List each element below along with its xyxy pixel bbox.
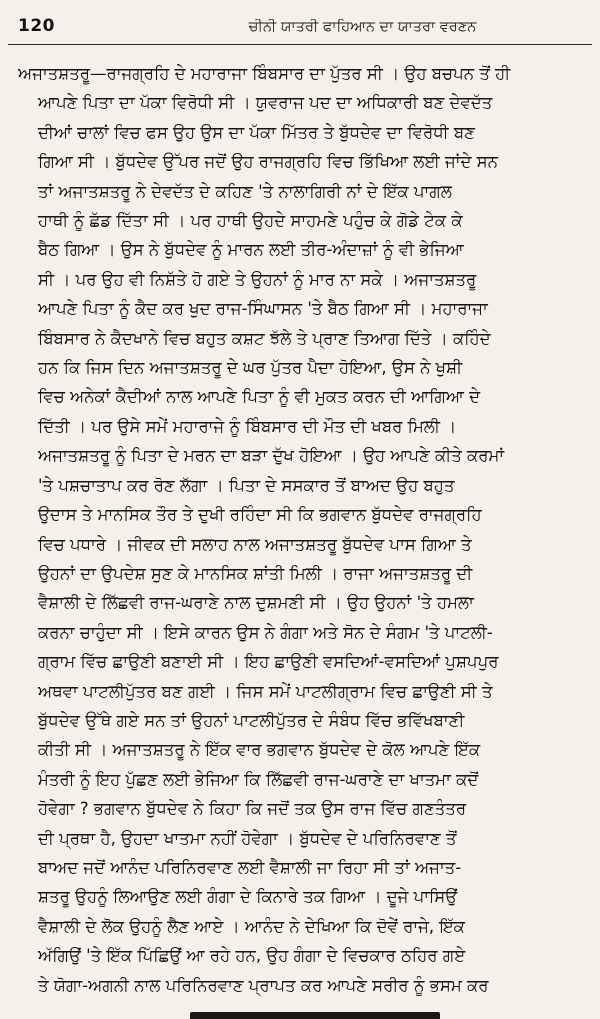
text-line: ਉਹਨਾਂ ਦਾ ਉਪਦੇਸ਼ ਸੁਣ ਕੇ ਮਾਨਸਿਕ ਸ਼ਾਂਤੀ ਮਿਲੀ । ਰਾਜਾ ਅਜਾਤਸ਼ਤਰੂ ਦੀ [38,563,473,583]
text-line: 'ਤੇ ਪਸ਼ਚਾਤਾਪ ਕਰ ਰੋਣ ਲੱਗਾ । ਪਿਤਾ ਦੇ ਸਸਕਾਰ ਤੋਂ ਬਾਅਦ ਉਹ ਬਹੁਤ [38,475,455,495]
text-line: ਸੀ । ਪਰ ਉਹ ਵੀ ਨਿਸ਼ੱਤੇ ਹੋ ਗਏ ਤੇ ਉਹਨਾਂ ਨੂੰ ਮਾਰ ਨਾ ਸਕੇ । ਅਜਾਤਸ਼ਤਰੂ [38,269,477,289]
text-line: ਕਰਨਾ ਚਾਹੁੰਦਾ ਸੀ । ਇਸੇ ਕਾਰਨ ਉਸ ਨੇ ਗੰਗਾ ਅਤੇ ਸੋਨ ਦੇ ਸੰਗਮ 'ਤੇ ਪਾਟਲੀ- [38,622,493,642]
text-line: ਹੋਵੇਗਾ ? ਭਗਵਾਨ ਬੁੱਧਦੇਵ ਨੇ ਕਿਹਾ ਕਿ ਜਦੋਂ ਤਕ ਉਸ ਰਾਜ ਵਿੱਚ ਗਣਤੰਤਰ [38,799,467,819]
text-line: ਬਿੰਬਸਾਰ ਨੇ ਕੈਦਖਾਨੇ ਵਿਚ ਬਹੁਤ ਕਸ਼ਟ ਝੱਲੇ ਤੇ ਪ੍ਰਾਣ ਤਿਆਗ ਦਿੱਤੇ । ਕਹਿੰਦੇ [38,328,491,348]
text-line: ਆਪਣੇ ਪਿਤਾ ਦਾ ਪੱਕਾ ਵਿਰੋਧੀ ਸੀ । ਯੁਵਰਾਜ ਪਦ ਦਾ ਅਧਿਕਾਰੀ ਬਣ ਦੇਵਦੱਤ [38,93,493,113]
text-line: ਹਨ ਕਿ ਜਿਸ ਦਿਨ ਅਜਾਤਸ਼ਤਰੂ ਦੇ ਘਰ ਪੁੱਤਰ ਪੈਦਾ ਹੋਇਆ, ਉਸ ਨੇ ਖੁਸ਼ੀ [38,358,463,378]
text-line: ਦੀ ਪ੍ਰਥਾ ਹੈ, ਉਹਦਾ ਖਾਤਮਾ ਨਹੀਂ ਹੋਵੇਗਾ । ਬੁੱਧਦੇਵ ਦੇ ਪਰਿਨਿਰਵਾਣ ਤੋਂ [38,828,457,848]
text-line: ਗ੍ਰਾਮ ਵਿੱਚ ਛਾਉਣੀ ਬਣਾਈ ਸੀ । ਇਹ ਛਾਉਣੀ ਵਸਦਿਆਂ-ਵਸਦਿਆਂ ਪੁਸ਼ਪਪੁਰ [38,652,499,672]
page-header [0,0,600,40]
text-line: ਉਦਾਸ ਤੇ ਮਾਨਸਿਕ ਤੌਰ ਤੇ ਦੁਖੀ ਰਹਿੰਦਾ ਸੀ ਕਿ ਭਗਵਾਨ ਬੁੱਧਦੇਵ ਰਾਜਗ੍ਰਹਿ [38,505,482,525]
text-line: ਹਾਥੀ ਨੂੰ ਛੱਡ ਦਿੱਤਾ ਸੀ । ਪਰ ਹਾਥੀ ਉਹਦੇ ਸਾਹਮਣੇ ਪਹੁੰਚ ਕੇ ਗੋਡੇ ਟੇਕ ਕੇ [38,211,463,231]
text-line: ਮੰਤਰੀ ਨੂੰ ਇਹ ਪੁੱਛਣ ਲਈ ਭੇਜਿਆ ਕਿ ਲਿੱਛਵੀ ਰਾਜ-ਘਰਾਣੇ ਦਾ ਖਾਤਮਾ ਕਦੋਂ [38,769,479,789]
text-line: ਦਿੱਤੀ । ਪਰ ਉਸੇ ਸਮੇਂ ਮਹਾਰਾਜੇ ਨੂੰ ਬਿੰਬਸਾਰ ਦੀ ਮੌਤ ਦੀ ਖਬਰ ਮਿਲੀ । [38,416,457,436]
text-line: ਤੇ ਯੋਗਾ-ਅਗਨੀ ਨਾਲ ਪਰਿਨਿਰਵਾਣ ਪ੍ਰਾਪਤ ਕਰ ਆਪਣੇ ਸਰੀਰ ਨੂੰ ਭਸਮ ਕਰ [38,975,489,995]
text-line: ਗਿਆ ਸੀ । ਬੁੱਧਦੇਵ ਉੱਪਰ ਜਦੋਂ ਉਹ ਰਾਜਗ੍ਰਹਿ ਵਿਚ ਭਿੱਖਿਆ ਲਈ ਜਾਂਦੇ ਸਨ [38,152,498,172]
text-line: ਦੀਆਂ ਚਾਲਾਂ ਵਿਚ ਫਸ ਉਹ ਉਸ ਦਾ ਪੱਕਾ ਮਿੱਤਰ ਤੇ ਬੁੱਧਦੇਵ ਦਾ ਵਿਰੋਧੀ ਬਣ [38,122,475,142]
text-line: ਤਾਂ ਅਜਾਤਸ਼ਤਰੂ ਨੇ ਦੇਵਦੱਤ ਦੇ ਕਹਿਣ 'ਤੇ ਨਾਲਾਗਿਰੀ ਨਾਂ ਦੇ ਇੱਕ ਪਾਗਲ [38,181,452,201]
text-line: ਅਥਵਾ ਪਾਟਲੀਪੁੱਤਰ ਬਣ ਗਈ । ਜਿਸ ਸਮੇਂ ਪਾਟਲੀਗ੍ਰਾਮ ਵਿਚ ਛਾਉਣੀ ਸੀ ਤੇ [38,681,493,701]
text-line: ਅਜਾਤਸ਼ਤਰੂ ਨੂੰ ਪਿਤਾ ਦੇ ਮਰਨ ਦਾ ਬੜਾ ਦੁੱਖ ਹੋਇਆ । ਉਹ ਆਪਣੇ ਕੀਤੇ ਕਰਮਾਂ [38,446,505,466]
text-line: ਅਜਾਤਸ਼ਤਰੂ—ਰਾਜਗ੍ਰਹਿ ਦੇ ਮਹਾਰਾਜਾ ਬਿੰਬਸਾਰ ਦਾ ਪੁੱਤਰ ਸੀ । ਉਹ ਬਚਪਨ ਤੋਂ ਹੀ [18,64,511,83]
text-line: ਵੈਸ਼ਾਲੀ ਦੇ ਲਿੱਛਵੀ ਰਾਜ-ਘਰਾਣੇ ਨਾਲ ਦੁਸ਼ਮਣੀ ਸੀ । ਉਹ ਉਹਨਾਂ 'ਤੇ ਹਮਲਾ [38,593,474,613]
text-line: ਅੱਗਿਉਂ 'ਤੇ ਇੱਕ ਪਿੱਛਿਉਂ ਆ ਰਹੇ ਹਨ, ਉਹ ਗੰਗਾ ਦੇ ਵਿਚਕਾਰ ਠਹਿਰ ਗਏ [38,946,466,966]
text-line: ਵਿਚ ਪਧਾਰੇ । ਜੀਵਕ ਦੀ ਸਲਾਹ ਨਾਲ ਅਜਾਤਸ਼ਤਰੂ ਬੁੱਧਦੇਵ ਪਾਸ ਗਿਆ ਤੇ [38,534,472,554]
text-line: ਆਪਣੇ ਪਿਤਾ ਨੂੰ ਕੈਦ ਕਰ ਖੁਦ ਰਾਜ-ਸਿੰਘਾਸਨ 'ਤੇ ਬੈਠ ਗਿਆ ਸੀ । ਮਹਾਰਾਜਾ [38,299,488,319]
text-line: ਬਾਅਦ ਜਦੋਂ ਆਨੰਦ ਪਰਿਨਿਰਵਾਣ ਲਈ ਵੈਸ਼ਾਲੀ ਜਾ ਰਿਹਾ ਸੀ ਤਾਂ ਅਜਾਤ- [38,857,462,877]
text-line: ਬੈਠ ਗਿਆ । ਉਸ ਨੇ ਬੁੱਧਦੇਵ ਨੂੰ ਮਾਰਨ ਲਈ ਤੀਰ-ਅੰਦਾਜ਼ਾਂ ਨੂੰ ਵੀ ਭੇਜਿਆ [38,240,464,260]
text-line: ਵਿਚ ਅਨੇਕਾਂ ਕੈਦੀਆਂ ਨਾਲ ਆਪਣੇ ਪਿਤਾ ਨੂੰ ਵੀ ਮੁਕਤ ਕਰਨ ਦੀ ਆਗਿਆ ਦੇ [38,387,481,407]
bottom-scan-artifact [190,1012,440,1019]
text-line: ਸ਼ਤਰੂ ਉਹਨੂੰ ਲਿਆਉਣ ਲਈ ਗੰਗਾ ਦੇ ਕਿਨਾਰੇ ਤਕ ਗਿਆ । ਦੂਜੇ ਪਾਸਿਉਂ [38,887,458,907]
text-line: ਬੁੱਧਦੇਵ ਉੱਥੇ ਗਏ ਸਨ ਤਾਂ ਉਹਨਾਂ ਪਾਟਲੀਪੁੱਤਰ ਦੇ ਸੰਬੰਧ ਵਿੱਚ ਭਵਿੱਖਬਾਣੀ [38,710,465,730]
body-paragraph [0,45,600,1000]
running-header-title: ਚੀਨੀ ਯਾਤਰੀ ਫਾਹਿਆਨ ਦਾ ਯਾਤਰਾ ਵਰਣਨ [248,19,477,35]
text-line: ਵੈਸ਼ਾਲੀ ਦੇ ਲੋਕ ਉਹਨੂੰ ਲੈਣ ਆਏ । ਆਨੰਦ ਨੇ ਦੇਖਿਆ ਕਿ ਦੋਵੇਂ ਰਾਜੇ, ਇੱਕ [38,916,465,936]
text-line: ਕੀਤੀ ਸੀ । ਅਜਾਤਸ਼ਤਰੂ ਨੇ ਇੱਕ ਵਾਰ ਭਗਵਾਨ ਬੁੱਧਦੇਵ ਦੇ ਕੋਲ ਆਪਣੇ ਇੱਕ [38,740,481,760]
page-number: 120 [18,16,55,36]
